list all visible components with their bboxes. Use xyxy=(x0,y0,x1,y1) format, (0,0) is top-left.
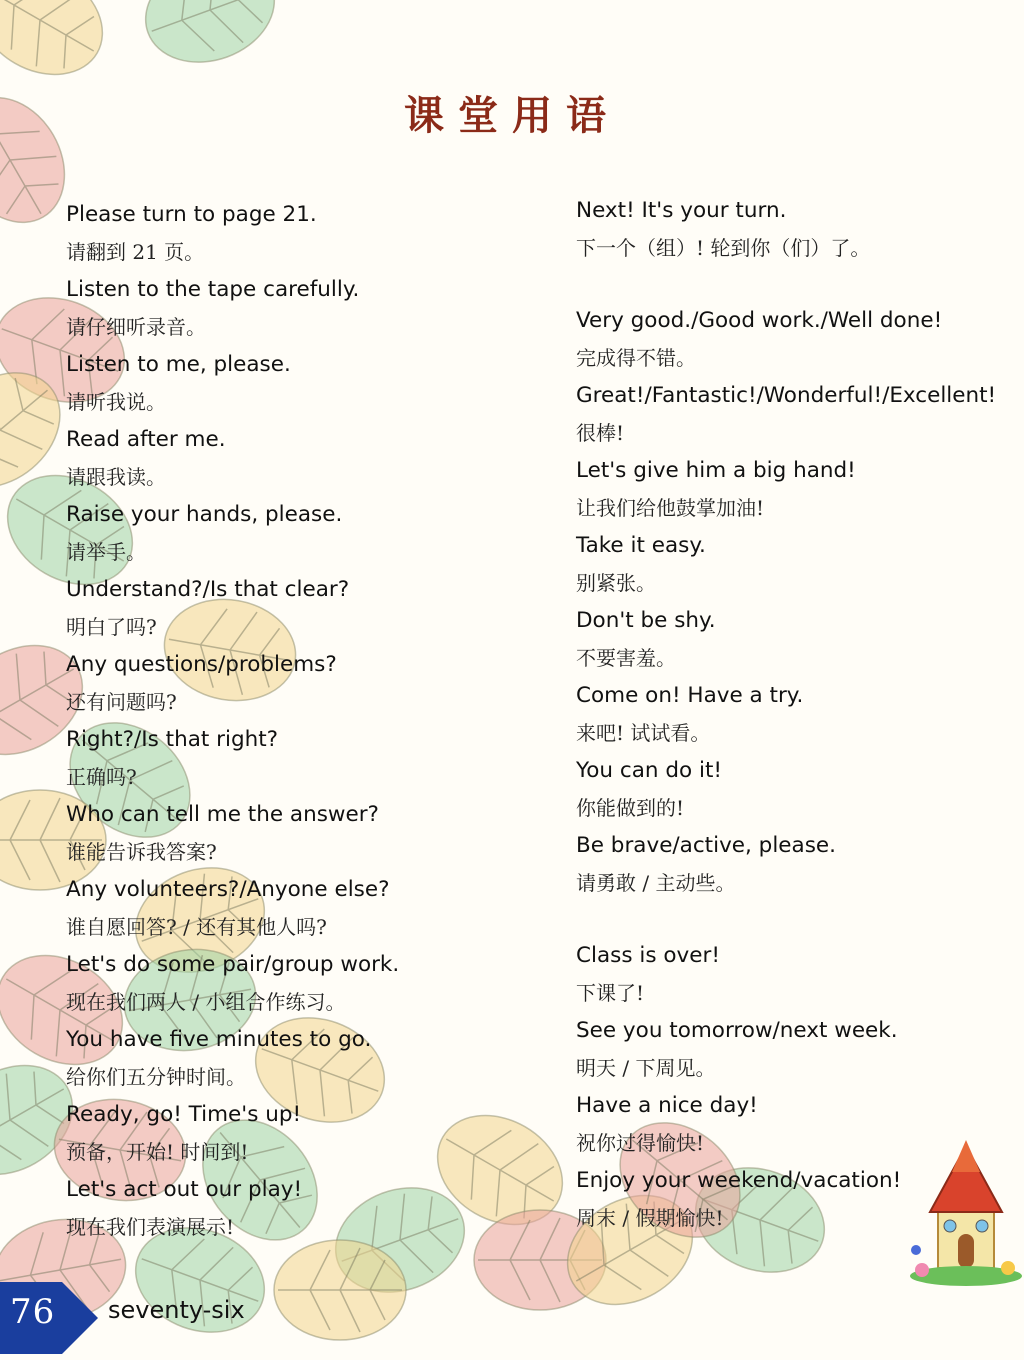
phrase-pair xyxy=(576,192,1016,267)
cartoon-house-illustration xyxy=(908,1138,1024,1288)
phrase-chinese: 明天 / 下周见。 xyxy=(576,1056,716,1080)
phrase-chinese: 请跟我读。 xyxy=(66,465,166,489)
phrase-english: Be brave/active, please. xyxy=(576,833,836,858)
phrase-english: Very good./Good work./Well done! xyxy=(576,308,943,333)
phrase-chinese: 不要害羞。 xyxy=(576,646,676,670)
phrase-english: Let's act out our play! xyxy=(66,1177,303,1202)
phrase-chinese: 给你们五分钟时间。 xyxy=(66,1065,246,1089)
phrase-pair xyxy=(576,377,1016,452)
phrase-pair xyxy=(576,677,1016,752)
phrase-english: Don't be shy. xyxy=(576,608,716,633)
phrase-english: See you tomorrow/next week. xyxy=(576,1018,898,1043)
phrase-chinese: 谁自愿回答? / 还有其他人吗? xyxy=(66,915,327,939)
phrase-chinese: 祝你过得愉快! xyxy=(576,1131,705,1155)
phrase-pair xyxy=(66,946,506,1021)
phrase-pair xyxy=(576,937,1016,1012)
phrase-pair xyxy=(66,721,506,796)
leaf-decoration xyxy=(274,1240,406,1340)
phrase-pair xyxy=(576,1012,1016,1087)
phrase-english: Class is over! xyxy=(576,943,720,968)
phrase-english: Read after me. xyxy=(66,427,226,452)
phrase-english: You have five minutes to go. xyxy=(66,1027,372,1052)
phrase-pair xyxy=(576,602,1016,677)
phrase-english: Listen to the tape carefully. xyxy=(66,277,360,302)
phrase-chinese: 请举手。 xyxy=(66,540,146,564)
phrase-pair xyxy=(66,571,506,646)
phrase-pair xyxy=(66,496,506,571)
page-number: 76 xyxy=(10,1292,56,1332)
right-phrase-column xyxy=(576,192,1016,1237)
phrase-chinese: 现在我们表演展示! xyxy=(66,1215,235,1239)
phrase-pair xyxy=(576,527,1016,602)
phrase-chinese: 谁能告诉我答案? xyxy=(66,840,217,864)
phrase-chinese: 下一个（组）! 轮到你（们）了。 xyxy=(576,236,871,260)
phrase-english: Let's do some pair/group work. xyxy=(66,952,400,977)
phrase-english: Who can tell me the answer? xyxy=(66,802,379,827)
phrase-chinese: 别紧张。 xyxy=(576,571,656,595)
leaf-decoration xyxy=(131,0,289,80)
phrase-chinese: 还有问题吗? xyxy=(66,690,177,714)
phrase-english: Please turn to page 21. xyxy=(66,202,317,227)
section-gap xyxy=(576,267,1016,302)
phrase-chinese: 来吧! 试试看。 xyxy=(576,721,711,745)
phrase-pair xyxy=(66,421,506,496)
phrase-pair xyxy=(66,796,506,871)
phrase-chinese: 完成得不错。 xyxy=(576,346,696,370)
phrase-english: Ready, go! Time's up! xyxy=(66,1102,302,1127)
phrase-english: Come on! Have a try. xyxy=(576,683,804,708)
phrase-english: Enjoy your weekend/vacation! xyxy=(576,1168,902,1193)
phrase-pair xyxy=(66,346,506,421)
phrase-pair xyxy=(66,1171,506,1246)
phrase-chinese: 预备，开始! 时间到! xyxy=(66,1140,249,1164)
phrase-chinese: 请翻到 21 页。 xyxy=(66,240,205,264)
phrase-pair xyxy=(66,1021,506,1096)
phrase-english: Let's give him a big hand! xyxy=(576,458,856,483)
phrase-chinese: 明白了吗? xyxy=(66,615,157,639)
phrase-pair xyxy=(576,302,1016,377)
phrase-english: Any questions/problems? xyxy=(66,652,337,677)
phrase-chinese: 让我们给他鼓掌加油! xyxy=(576,496,765,520)
phrase-english: Have a nice day! xyxy=(576,1093,758,1118)
phrase-pair xyxy=(66,1096,506,1171)
phrase-pair xyxy=(576,827,1016,902)
phrase-english: Any volunteers?/Anyone else? xyxy=(66,877,390,902)
phrase-chinese: 下课了! xyxy=(576,981,645,1005)
phrase-pair xyxy=(66,196,506,271)
phrase-english: Next! It's your turn. xyxy=(576,198,787,223)
phrase-chinese: 现在我们两人 / 小组合作练习。 xyxy=(66,990,346,1014)
phrase-english: Understand?/Is that clear? xyxy=(66,577,350,602)
phrase-chinese: 请听我说。 xyxy=(66,390,166,414)
phrase-pair xyxy=(576,452,1016,527)
phrase-chinese: 你能做到的! xyxy=(576,796,685,820)
page-number-words: seventy-six xyxy=(108,1296,245,1324)
phrase-chinese: 请仔细听录音。 xyxy=(66,315,206,339)
section-gap xyxy=(576,902,1016,937)
phrase-chinese: 很棒! xyxy=(576,421,625,445)
phrase-english: Listen to me, please. xyxy=(66,352,291,377)
leaf-decoration xyxy=(0,0,122,96)
phrase-pair xyxy=(66,271,506,346)
phrase-english: Raise your hands, please. xyxy=(66,502,343,527)
phrase-pair xyxy=(66,646,506,721)
phrase-english: Great!/Fantastic!/Wonderful!/Excellent! xyxy=(576,383,997,408)
page-title: 课堂用语 xyxy=(404,92,620,139)
phrase-english: You can do it! xyxy=(576,758,723,783)
phrase-english: Take it easy. xyxy=(576,533,706,558)
phrase-pair xyxy=(576,752,1016,827)
phrase-english: Right?/Is that right? xyxy=(66,727,279,752)
phrase-pair xyxy=(66,871,506,946)
phrase-chinese: 请勇敢 / 主动些。 xyxy=(576,871,736,895)
phrase-chinese: 周末 / 假期愉快! xyxy=(576,1206,724,1230)
phrase-chinese: 正确吗? xyxy=(66,765,137,789)
left-phrase-column xyxy=(66,196,506,1246)
